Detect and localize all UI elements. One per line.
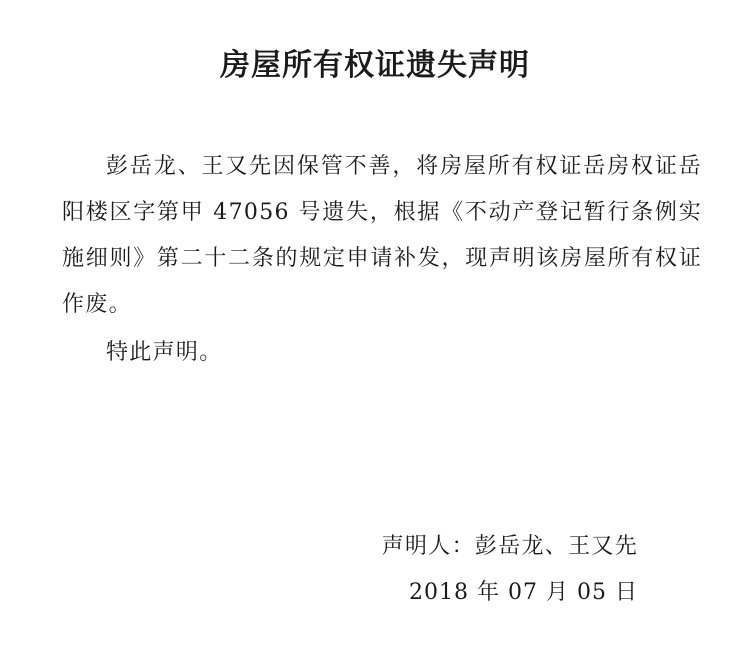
document-title: 房屋所有权证遗失声明 — [220, 48, 530, 83]
declarant-signature: 声明人：彭岳龙、王又先 — [381, 534, 638, 559]
declaration-closing: 特此声明。 — [106, 340, 223, 365]
declaration-body: 彭岳龙、王又先因保管不善，将房屋所有权证岳房权证岳阳楼区字第甲 47056 号遗失，根据《不动产登记暂行条例实施细则》第二十二条的规定申请补发，现声明该房屋所有权证作废。 — [62, 154, 702, 317]
declaration-date: 2018 年 07 月 05 日 — [409, 580, 638, 605]
